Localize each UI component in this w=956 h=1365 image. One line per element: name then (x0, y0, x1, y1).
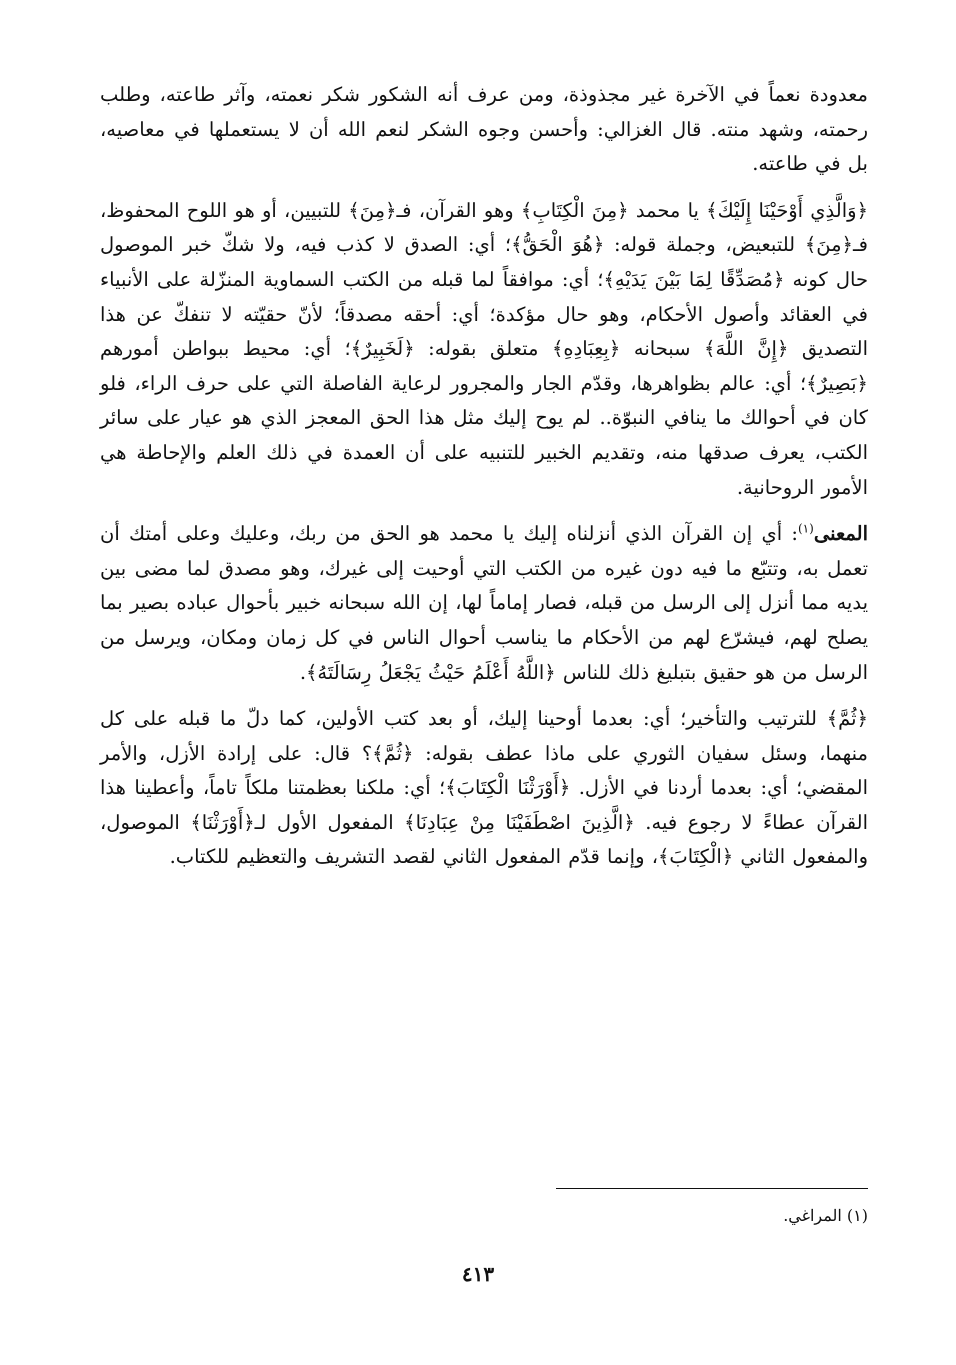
paragraph-2: ﴿وَالَّذِي أَوْحَيْنَا إِلَيْكَ﴾ يا محمد ﴿مِنَ الْكِتَابِ﴾ وهو القرآن، فـ﴿مِنَ﴾ للتبيين، أو هو اللوح المحفوظ، فـ﴿مِنَ﴾ للتبعيض، وجملة قوله: ﴿هُوَ الْحَقُّ﴾؛ أي: الصدق لا كذب فيه، ولا شكّ خبر الموصول حال كونه ﴿مُصَدِّقًا لِمَا بَيْنَ يَدَيْهِ﴾؛ أي: موافقاً لما قبله من الكتب السماوية المنزّلة على الأنبياء في العقائد وأصول الأحكام، وهو حال مؤكدة؛ أي: أحقه مصدقاً؛ لأنّ حقيّته لا تنفكّ عن هذا التصديق ﴿إِنَّ اللَّهَ﴾ سبحانه ﴿بِعِبَادِهِ﴾ متعلق بقوله: ﴿لَخَبِيرٌ﴾؛ أي: محيط ببواطن أمورهم ﴿بَصِيرٌ﴾؛ أي: عالم بظواهرها، وقدّم الجار والمجرور لرعاية الفاصلة التي على حرف الراء، فلو كان في أحوالك ما ينافي النبوّة.. لم يوح إليك مثل هذا الحق المعجز الذي هو عيار على سائر الكتب، يعرف صدقها منه، وتقديم الخبير للتنبيه على أن العمدة في ذلك العلم والإحاطة هي الأمور الروحانية. (100, 198, 868, 499)
paragraph-4: ﴿ثُمَّ﴾ للترتيب والتأخير؛ أي: بعدما أوحينا إليك، أو بعد كتب الأولين، كما دلّ ما قبله على كل منهما، وسئل سفيان الثوري على ماذا عطف بقوله: ﴿ثُمَّ﴾؟ قال: على إرادة الأزل، والأمر المقضي؛ أي: بعدما أردنا في الأزل. ﴿أَوْرَثْنَا الْكِتَابَ﴾؛ أي: ملكنا بعظمتنا ملكاً تاماً، وأعطينا هذا القرآن عطاءً لا رجوع فيه. ﴿الَّذِينَ اصْطَفَيْنَا مِنْ عِبَادِنَا﴾ المفعول الأول لـ﴿أَوْرَثْنَا﴾ الموصول، والمفعول الثاني ﴿الْكِتَابَ﴾، وإنما قدّم المفعول الثاني لقصد التشريف والتعظيم للكتاب. (100, 707, 868, 869)
paragraph-1: معدودة نعماً في الآخرة غير مجذوذة، ومن عرف أنه الشكور شكر نعمته، وآثر طاعته، وطلب رحمته، وشهد منته. قال الغزالي: وأحسن وجوه الشكر لنعم الله أن لا يستعملها في معاصيه، بل في طاعته. (100, 83, 868, 176)
paragraph-3 (100, 517, 868, 690)
meaning-label: المعنى (813, 522, 868, 546)
paragraph-3-text: : أي إن القرآن الذي أنزلناه إليك يا محمد هو الحق من ربك، وعليك وعلى أمتك أن تعمل به، وتتبّع ما فيه دون غيره من الكتب التي أوحيت إلى غيرك، وهو مصدق لما مضى بين يديه مما أنزل إلى الرسل من قبله، فصار إماماً لها، إن الله سبحانه خبير بأحوال عباده بصير بما يصلح لهم، فيشرّع لهم من الأحكام ما يناسب أحوال الناس في كل زمان ومكان، ويرسل من الرسل من هو حقيق بتبليغ ذلك للناس ﴿اللَّهُ أَعْلَمُ حَيْثُ يَجْعَلُ رِسَالَتَهُ﴾. (100, 522, 868, 684)
page-body (100, 78, 868, 875)
footnote-ref: (١) (797, 521, 814, 536)
footnote: (١) المراغي. (783, 1206, 868, 1225)
page-number: ٤١٣ (461, 1262, 495, 1286)
footnote-divider (556, 1188, 868, 1189)
